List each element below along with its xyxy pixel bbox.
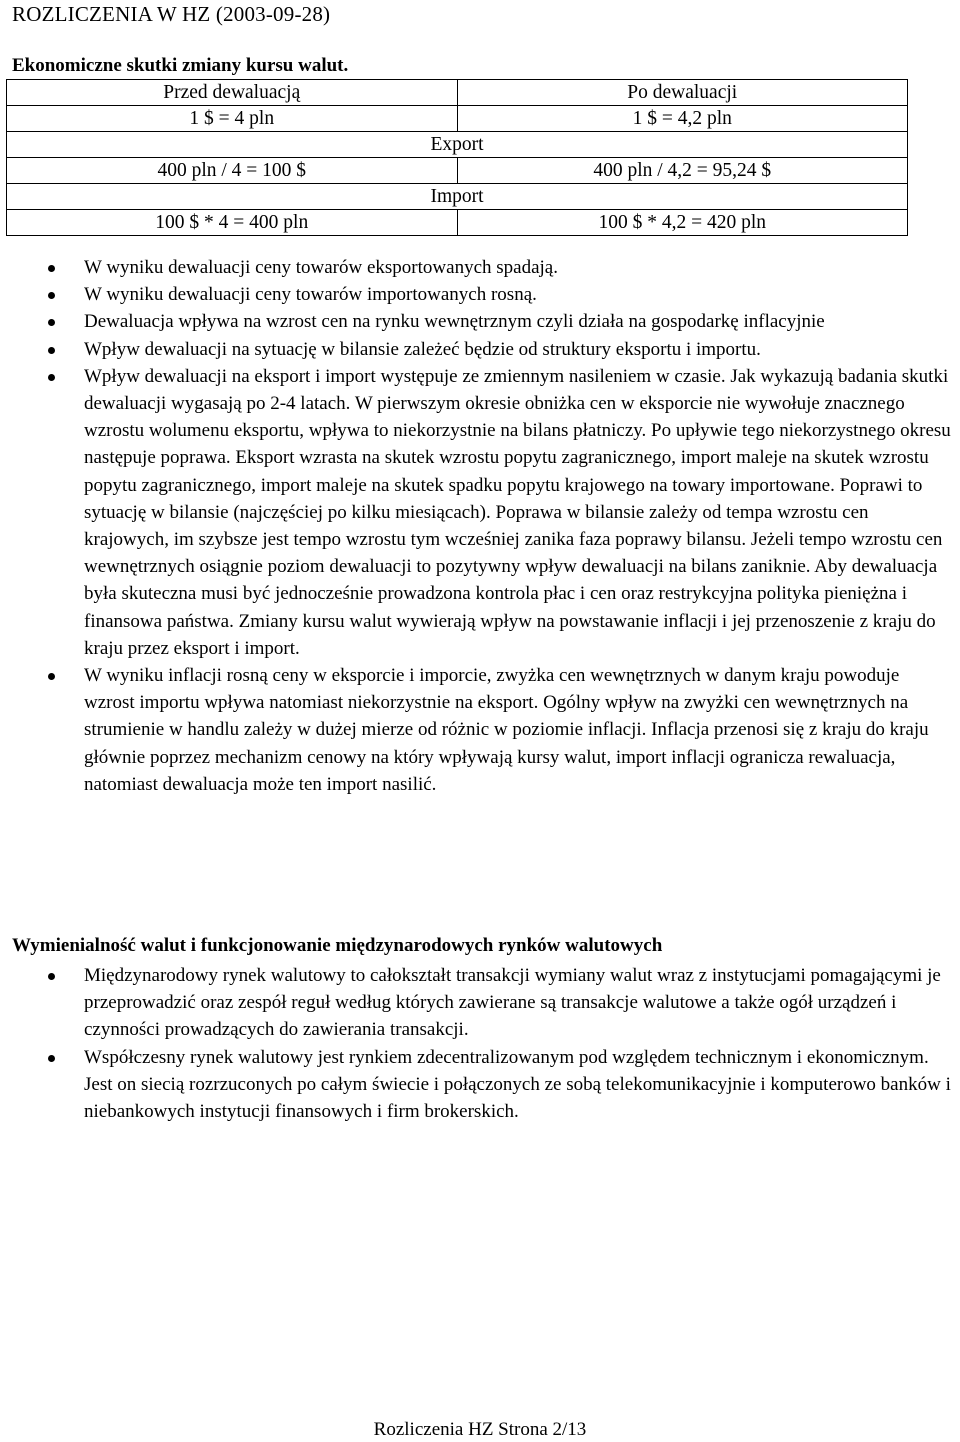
list-item-text: Współczesny rynek walutowy jest rynkiem zdecentralizowanym pod względem technicznym i ekonomicznym. Jest on siecią rozrzuconych po całym świecie i połączonych ze sobą telekomunikacyjnie i komputerowo banków i niebankowych instytucji finansowych i firm brokerskich. — [84, 1046, 951, 1123]
rate-after-cell: 1 $ = 4,2 pln — [457, 106, 908, 132]
bullet-icon — [48, 319, 55, 326]
table-row — [7, 158, 908, 184]
devaluation-table — [6, 79, 908, 236]
export-after-cell: 400 pln / 4,2 = 95,24 $ — [457, 158, 908, 184]
column-header-after: Po dewaluacji — [457, 80, 908, 106]
export-label-cell: Export — [7, 132, 908, 158]
document-header: ROZLICZENIA W HZ (2003-09-28) — [12, 2, 331, 26]
table-row — [7, 210, 908, 236]
list-item — [0, 962, 960, 1044]
list-item — [0, 662, 960, 798]
list-item-text: Dewaluacja wpływa na wzrost cen na rynku wewnętrznym czyli działa na gospodarkę inflacyjnie — [84, 311, 825, 333]
bullet-icon — [48, 347, 55, 354]
bullet-list-exchange-effects — [0, 254, 960, 798]
list-item-text: W wyniku dewaluacji ceny towarów eksportowanych spadają. — [84, 257, 558, 278]
list-item — [0, 254, 960, 281]
list-item — [0, 1044, 960, 1126]
list-item — [0, 308, 960, 335]
table-row — [7, 80, 908, 106]
column-header-before: Przed dewaluacją — [7, 80, 458, 106]
bullet-icon — [48, 265, 55, 272]
table-row — [7, 132, 908, 158]
page-footer: Rozliczenia HZ Strona 2/13 — [373, 1419, 587, 1440]
list-item-text: W wyniku dewaluacji ceny towarów importowanych rosną. — [84, 284, 537, 306]
list-item-text: Wpływ dewaluacji na eksport i import występuje ze zmiennym nasileniem w czasie. Jak wykazują badania skutki dewaluacji wygasają po 2-4 latach. W pierwszym okresie obniżka cen w eksporcie nie wywołuje znacznego wzrostu wolumenu eksportu, wpływa to niekorzystnie na bilans płatniczy. Po upływie tego niekorzystnego okresu następuje poprawa. Eksport wzrasta na skutek wzrostu popytu zagranicznego, import maleje na skutek wzrostu popytu zagranicznego, import maleje na skutek spadku popytu krajowego na towary importowane. Poprawi to sytuację w bilansie (najczęściej po kilku miesiącach). Poprawa w bilansie zależy od tempa wzrostu cen krajowych, im szybsze jest tempo wzrostu tym wcześniej zanika faza poprawy bilansu. Jeżeli tempo wzrostu cen wewnętrznych osiągnie poziom dewaluacji to pozytywny wpływ dewaluacji na bilans zaniknie. Aby dewaluacja była skuteczna musi być jednocześnie prowadzona kontrola płac i cen oraz restrykcyjna polityka pieniężna i finansowa państwa. Zmiany kursu walut wywierają wpływ na powstawanie inflacji i jej przenoszenie z kraju do kraju przez eksport i import. — [84, 365, 951, 659]
list-item — [0, 336, 960, 363]
table-row — [7, 184, 908, 210]
rate-before-cell: 1 $ = 4 pln — [7, 106, 458, 132]
list-item-text: Międzynarodowy rynek walutowy to całokształt transakcji wymiany walut wraz z instytucjami pomagającymi je przeprowadzić oraz zespół reguł według których zawierane są transakcje walutowe a także ogół urządzeń i czynności prowadzących do zawierania transakcji. — [84, 965, 941, 1041]
table-row — [7, 106, 908, 132]
import-before-cell: 100 $ * 4 = 400 pln — [7, 210, 458, 236]
bullet-icon — [48, 973, 55, 980]
section-title-exchange-effects: Ekonomiczne skutki zmiany kursu walut. — [12, 55, 349, 76]
bullet-icon — [48, 374, 55, 381]
bullet-icon — [48, 292, 55, 299]
bullet-icon — [48, 1055, 55, 1062]
section-title-currency-markets: Wymienialność walut i funkcjonowanie międzynarodowych rynków walutowych — [12, 935, 663, 956]
bullet-icon — [48, 673, 55, 680]
list-item — [0, 363, 960, 662]
export-before-cell: 400 pln / 4 = 100 $ — [7, 158, 458, 184]
list-item — [0, 281, 960, 308]
import-after-cell: 100 $ * 4,2 = 420 pln — [457, 210, 908, 236]
import-label-cell: Import — [7, 184, 908, 210]
list-item-text: W wyniku inflacji rosną ceny w eksporcie i imporcie, zwyżka cen wewnętrznych w danym kraju powoduje wzrost importu wpływa natomiast niekorzystnie na eksport. Ogólny wpływ na zwyżki cen wewnętrznych na strumienie w handlu zależy w dużej mierze od różnic w poziomie inflacji. Inflacja przenosi się z kraju do kraju głównie poprzez mechanizm cenowy na który wpływają kursy walut, import inflacji ogranicza rewaluacja, natomiast dewaluacja może ten import nasilić. — [84, 665, 929, 795]
bullet-list-currency-markets — [0, 962, 960, 1125]
list-item-text: Wpływ dewaluacji na sytuację w bilansie zależeć będzie od struktury eksportu i importu. — [84, 338, 761, 360]
